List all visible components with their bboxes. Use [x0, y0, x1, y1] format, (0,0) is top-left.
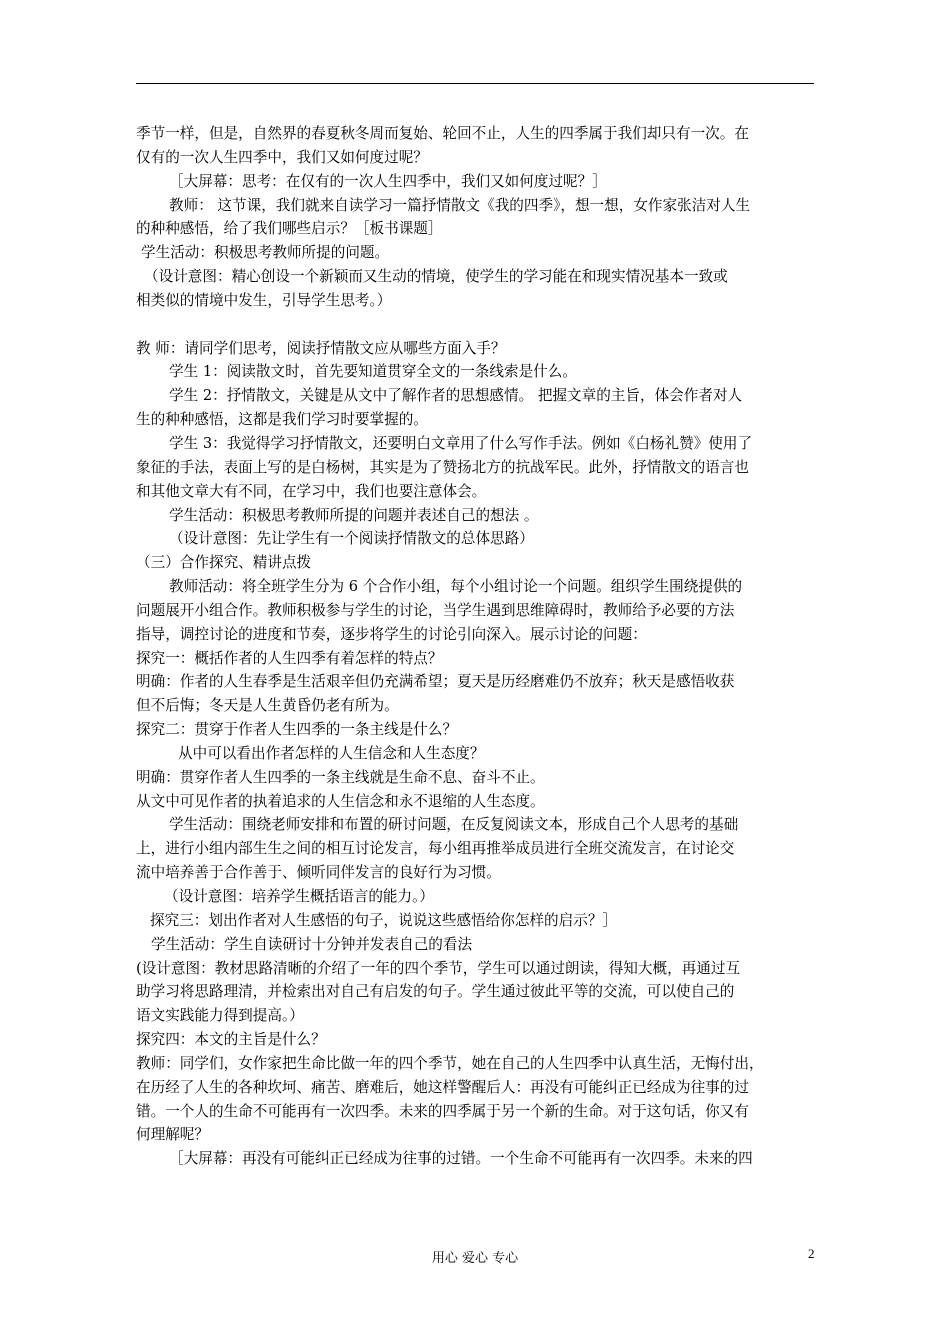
document-body — [136, 122, 816, 1171]
text-line: 助学习将思路理清，并检索出对自己有启发的句子。学生通过彼此平等的交流，可以使自己的 — [136, 983, 735, 1001]
text-line: （设计意图：培养学生概括语言的能力。） — [164, 888, 434, 905]
text-line: 学生活动：围绕老师安排和布置的研讨问题，在反复阅读文本，形成自己个人思考的基础 — [169, 816, 739, 834]
text-line: 象征的手法，表面上写的是白杨树，其实是为了赞扬北方的抗战军民。此外，抒情散文的语言也 — [136, 458, 749, 476]
text-line: 的种种感悟，给了我们哪些启示？［板书课题］ — [136, 220, 443, 238]
text-line: 明确：作者的人生春季是生活艰辛但仍充满希望；夏天是历经磨难仍不放弃；秋天是感悟收获 — [136, 673, 735, 691]
text-line: 探究四：本文的主旨是什么？ — [136, 1031, 326, 1049]
text-line: 教 师：请同学们思考，阅读抒情散文应从哪些方面入手？ — [136, 339, 506, 357]
text-line: 和其他文章大有不同，在学习中，我们也要注意体会。 — [136, 482, 487, 500]
text-line: 从文中可见作者的执着追求的人生信念和永不退缩的人生态度。 — [136, 792, 545, 810]
text-line: 生的种种感悟，这都是我们学习时要掌握的。 — [136, 411, 428, 429]
header-rule — [136, 83, 814, 84]
text-line: 探究三：划出作者对人生感悟的句子，说说这些感悟给你怎样的启示？］ — [150, 911, 618, 929]
blank-line — [136, 313, 816, 337]
text-line: 语文实践能力得到提高。） — [136, 1007, 304, 1025]
text-line: （三）合作探究、精讲点拨 — [136, 554, 312, 572]
text-line: 上，进行小组内部生生之间的相互讨论发言，每小组再推举成员进行全班交流发言，在讨论交 — [136, 840, 735, 858]
text-line: 探究一：概括作者的人生四季有着怎样的特点？ — [136, 649, 443, 667]
text-line: 季节一样，但是，自然界的春夏秋冬周而复始、轮回不止，人生的四季属于我们却只有一次。在 — [136, 125, 749, 142]
text-line: （设计意图：先让学生有一个阅读抒情散文的总体思路） — [169, 530, 534, 548]
text-line: （设计意图：精心创设一个新颖而又生动的情境，使学生的学习能在和现实情况基本一致或 — [144, 268, 728, 286]
text-line: 教师：同学们，女作家把生命比做一年的四个季节，她在自己的人生四季中认真生活，无悔付出， — [136, 1054, 764, 1072]
text-line: 从中可以看出作者怎样的人生信念和人生态度？ — [178, 744, 485, 762]
text-line: 学生活动：学生自读研讨十分钟并发表自己的看法 — [151, 935, 473, 953]
text-line: 错。一个人的生命不可能再有一次四季。未来的四季属于另一个新的生命。对于这句话，你又有 — [136, 1102, 749, 1120]
text-line: 问题展开小组合作。教师积极参与学生的讨论，当学生遇到思维障碍时，教师给予必要的方法 — [136, 601, 735, 619]
text-line: 仅有的一次人生四季中，我们又如何度过呢？ — [136, 148, 428, 166]
text-line: 在历经了人生的各种坎坷、痛苦、磨难后，她这样警醒后人：再没有可能纠正已经成为往事的过 — [136, 1078, 749, 1096]
text-line: (设计意图：教材思路清晰的介绍了一年的四个季节，学生可以通过朗读，得知大概，再通过互 — [136, 959, 741, 977]
text-line: 明确：贯穿作者人生四季的一条主线就是生命不息、奋斗不止。 — [136, 768, 545, 786]
text-line: 相类似的情境中发生，引导学生思考。） — [136, 291, 392, 309]
text-line: 何理解呢？ — [136, 1126, 209, 1144]
text-line: 教师： 这节课，我们就来自读学习一篇抒情散文《我的四季》，想一想，女作家张洁对人生 — [169, 196, 751, 214]
text-line: 学生活动：积极思考教师所提的问题。 — [141, 244, 390, 262]
text-line: 流中培养善于合作善于、倾听同伴发言的良好行为习惯。 — [136, 864, 501, 882]
page-number: 2 — [808, 1246, 815, 1261]
text-line: ［大屏幕：再没有可能纠正已经成为往事的过错。一个生命不可能再有一次四季。未来的四 — [169, 1150, 753, 1168]
text-line: ［大屏幕：思考：在仅有的一次人生四季中，我们又如何度过呢？］ — [169, 172, 607, 190]
text-line: 指导，调控讨论的进度和节奏，逐步将学生的讨论引向深入。展示讨论的问题： — [136, 625, 647, 643]
footer-slogan: 用心 爱心 专心 — [431, 1251, 519, 1266]
text-line: 学生 1：阅读散文时，首先要知道贯穿全文的一条线索是什么。 — [169, 363, 577, 381]
text-line: 学生活动：积极思考教师所提的问题并表述自己的想法 。 — [169, 506, 539, 524]
text-line: 但不后悔；冬天是人生黄昏仍老有所为。 — [136, 697, 399, 715]
text-line: 探究二：贯穿于作者人生四季的一条主线是什么？ — [136, 721, 458, 739]
text-line: 学生 2：抒情散文，关键是从文中了解作者的思想感情。 把握文章的主旨，体会作者对人 — [169, 387, 743, 405]
text-line: 教师活动：将全班学生分为 6 个合作小组，每个小组讨论一个问题。组织学生围绕提供的 — [169, 578, 743, 596]
text-line: 学生 3：我觉得学习抒情散文，还要明白文章用了什么写作手法。例如《白杨礼赞》使用了 — [169, 434, 753, 452]
